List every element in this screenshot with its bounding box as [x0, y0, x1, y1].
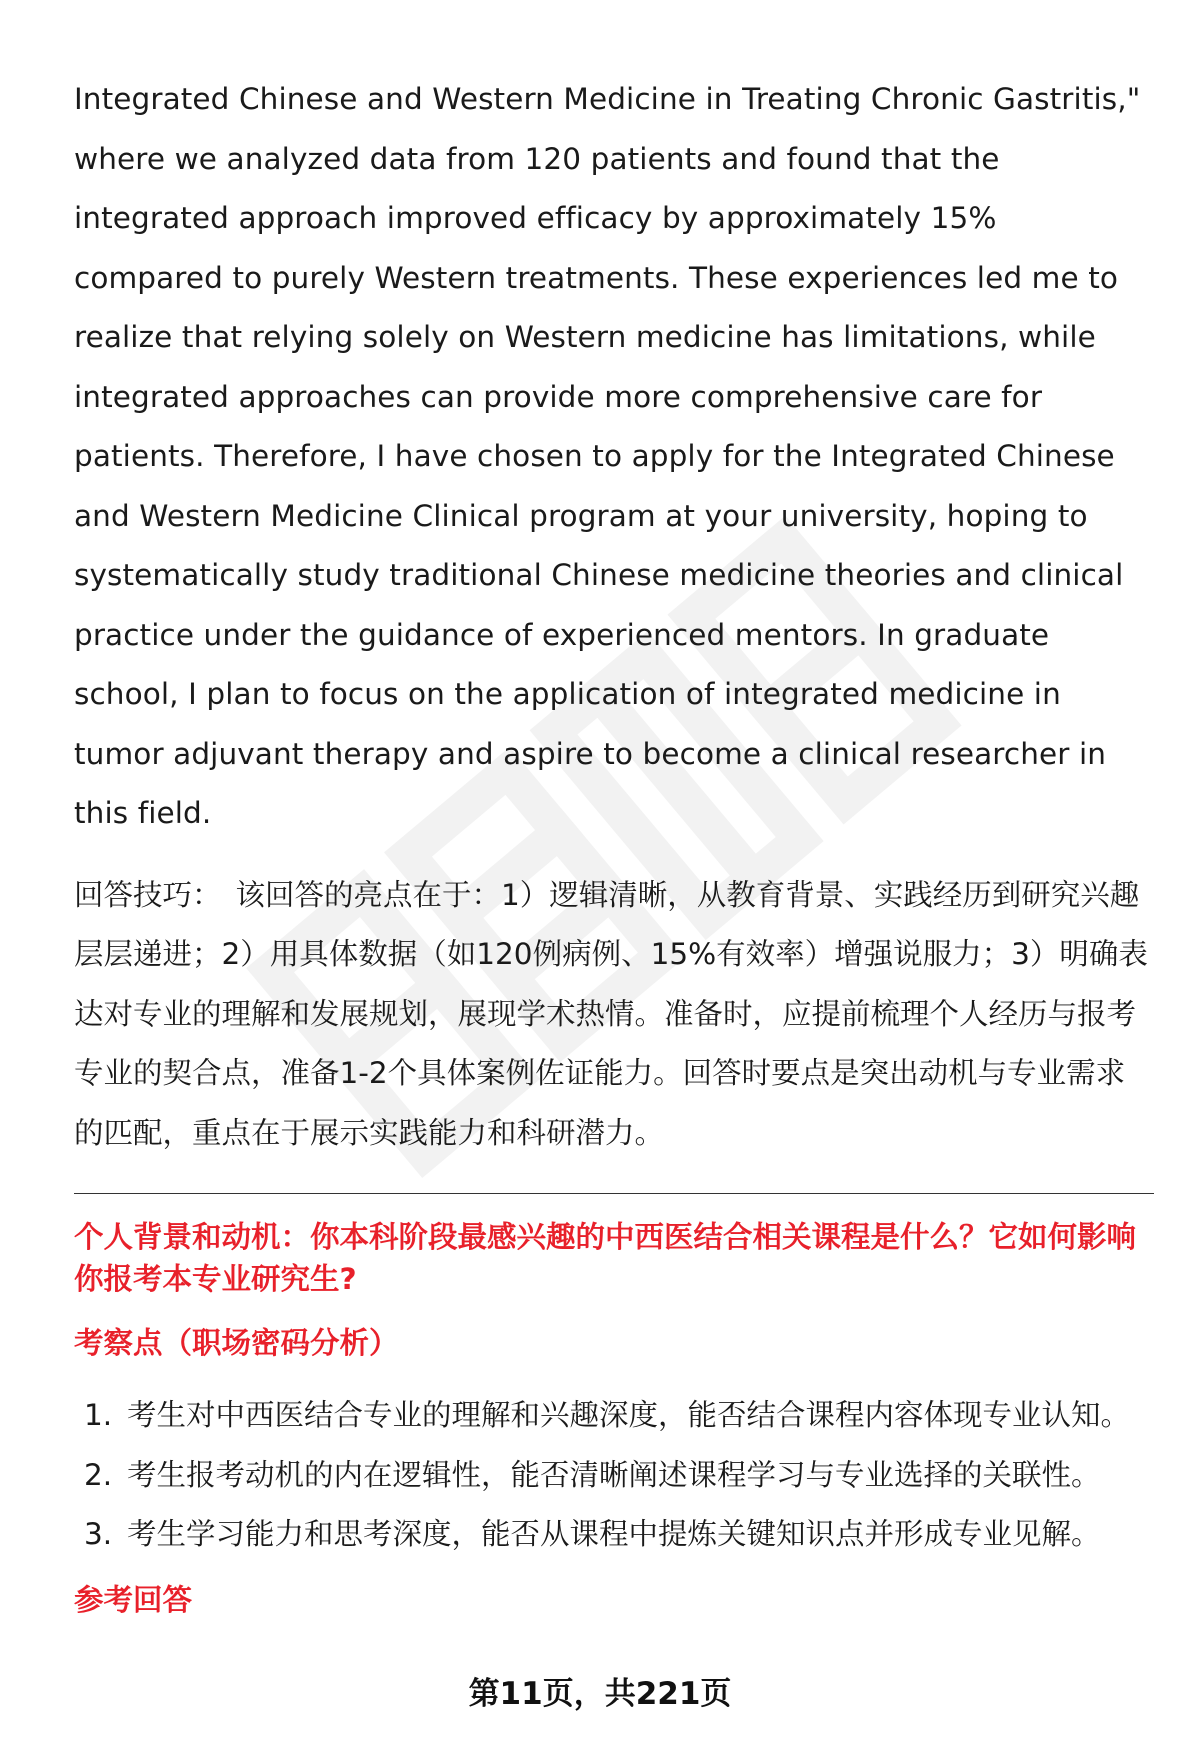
list-item-number: 2.	[84, 1457, 113, 1492]
list-item-text: 考生对中西医结合专业的理解和兴趣深度，能否结合课程内容体现专业认知。	[127, 1398, 1131, 1432]
list-item-text: 考生报考动机的内在逻辑性，能否清晰阐述课程学习与专业选择的关联性。	[127, 1457, 1101, 1492]
list-item	[74, 1446, 1154, 1506]
tips-text: 该回答的亮点在于：1）逻辑清晰，从教育背景、实践经历到研究兴趣层层递进；2）用具体数据（如120例病例、15%有效率）增强说服力；3）明确表达对专业的理解和发展规划，展现学术热情。准备时，应提前梳理个人经历与报考专业的契合点，准备1-2个具体案例佐证能力。回答时要点是突出动机与专业需求的匹配，重点在于展示实践能力和科研潜力。	[74, 877, 1148, 1150]
exam-points-heading: 考察点（职场密码分析）	[74, 1326, 399, 1360]
tips-label: 回答技巧：	[74, 877, 222, 912]
exam-points-list	[74, 1386, 1154, 1565]
list-item-text: 考生学习能力和思考深度，能否从课程中提炼关键知识点并形成专业见解。	[127, 1517, 1101, 1551]
list-item	[74, 1505, 1154, 1565]
list-item	[74, 1386, 1154, 1446]
answer-tips	[74, 866, 1154, 1164]
question-heading: 个人背景和动机：你本科阶段最感兴趣的中西医结合相关课程是什么？它如何影响你报考本专业研究生?	[74, 1220, 1137, 1296]
page-number-footer: 第11页，共221页	[468, 1676, 732, 1712]
section-divider	[74, 1193, 1154, 1194]
answer-paragraph: Integrated Chinese and Western Medicine in Treating Chronic Gastritis," where we analyzed data from 120 patients and found that the integrated approach improved efficacy by approximately 15% compared to purely Western treatments. These experiences led me to realize that relying solely on Western medicine has limitations, while integrated approaches can provide more comprehensive care for patients. Therefore, I have chosen to apply for the Integrated Chinese and Western Medicine Clinical program at your university, hoping to systematically study traditional Chinese medicine theories and clinical practice under the guidance of experienced mentors. In graduate school, I plan to focus on the application of integrated medicine in tumor adjuvant therapy and aspire to become a clinical researcher in this field.	[74, 82, 1141, 830]
document-page	[74, 70, 1154, 1621]
list-item-number: 1.	[84, 1398, 113, 1432]
list-item-number: 3.	[84, 1517, 113, 1551]
reference-answer-heading: 参考回答	[74, 1582, 193, 1617]
